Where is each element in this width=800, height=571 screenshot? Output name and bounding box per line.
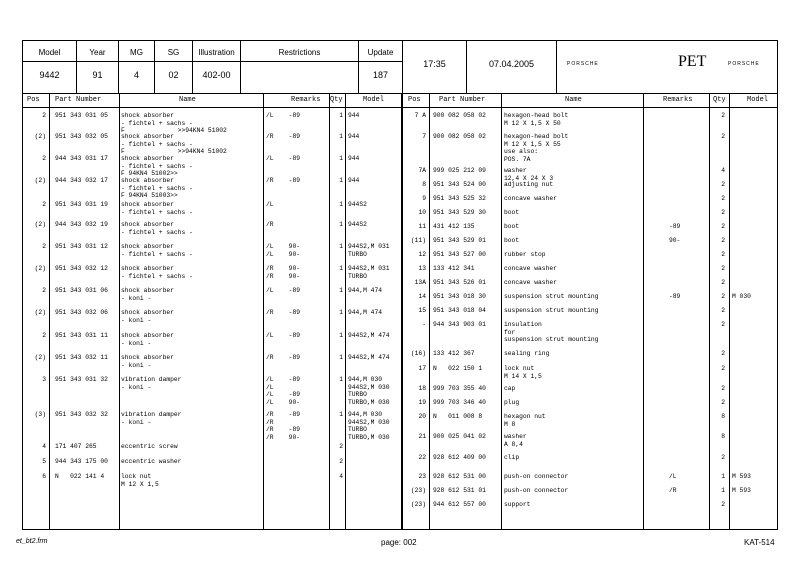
row-model: 944: [348, 177, 360, 184]
row-name: rubber stop: [504, 251, 546, 258]
update-label: Update: [367, 48, 394, 57]
row-part-number: 951 343 031 12: [55, 243, 108, 250]
row-part-number: 951 343 525 32: [433, 195, 486, 202]
row-part-number: 928 612 409 00: [433, 454, 486, 461]
row-pos: 2: [42, 243, 46, 250]
row-pos: (11): [410, 237, 426, 244]
row-name: shock absorber - koni -: [121, 309, 174, 324]
row-remarks: /L -89: [266, 112, 301, 119]
footer-page: page: 002: [381, 538, 417, 547]
row-remarks: /R -89 /R /R -89 /R 90-: [266, 411, 301, 441]
row-qty: 2: [721, 365, 725, 372]
row-pos: -: [422, 321, 426, 328]
row-model: 944,M 030 944S2,M 030 TURBO TURBO,M 030: [348, 411, 390, 441]
row-qty: 2: [721, 385, 725, 392]
row-pos: (23): [410, 501, 426, 508]
col-qty: Qty: [330, 96, 343, 104]
row-model: M 030: [732, 293, 751, 300]
row-pos: 18: [418, 385, 426, 392]
row-qty: 2: [339, 443, 343, 450]
row-remarks: /L -89 /L /L -89 /L 90-: [266, 376, 301, 406]
row-pos: 5: [42, 458, 46, 465]
row-pos: (3): [34, 411, 46, 418]
row-qty: 1: [339, 332, 343, 339]
row-part-number: 951 343 527 00: [433, 251, 486, 258]
row-name: eccentric screw: [121, 443, 178, 450]
row-name: suspension strut mounting: [504, 293, 599, 300]
update-value: 187: [372, 70, 389, 80]
row-pos: (2): [34, 177, 46, 184]
row-pos: 20: [418, 413, 426, 420]
row-name: support: [504, 501, 531, 508]
row-pos: (2): [34, 221, 46, 228]
row-pos: 23: [418, 473, 426, 480]
row-remarks: /R: [266, 221, 274, 228]
update-cell: [359, 41, 403, 93]
row-qty: 8: [721, 413, 725, 420]
row-name: shock absorber - fichtel + sachs - F >>94KN4 51002: [121, 112, 227, 134]
row-part-number: 133 412 341: [433, 265, 475, 272]
row-part-number: 133 412 367: [433, 350, 475, 357]
row-qty: 2: [721, 112, 725, 119]
row-pos: (16): [410, 350, 426, 357]
row-qty: 2: [721, 133, 725, 140]
row-pos: 3: [42, 376, 46, 383]
row-pos: 2: [42, 112, 46, 119]
row-qty: 1: [339, 112, 343, 119]
row-pos: (2): [34, 133, 46, 140]
row-part-number: 951 343 524 00: [433, 181, 486, 188]
row-pos: 10: [418, 209, 426, 216]
row-pos: 15: [418, 307, 426, 314]
row-name: shock absorber - koni -: [121, 287, 174, 302]
row-model: 944: [348, 155, 360, 162]
row-part-number: 928 612 531 01: [433, 487, 486, 494]
illustration-value: 402-00: [202, 70, 231, 80]
row-model: 944: [348, 133, 360, 140]
app-name: PET: [678, 53, 707, 70]
row-model: 944: [348, 112, 360, 119]
row-name: shock absorber - fichtel + sachs -: [121, 265, 193, 280]
row-part-number: 944 343 031 17: [55, 155, 108, 162]
row-qty: 1: [339, 155, 343, 162]
row-part-number: 951 343 031 05: [55, 112, 108, 119]
row-name: concave washer: [504, 195, 557, 202]
row-model: 944S2: [348, 201, 367, 208]
row-qty: 1: [339, 354, 343, 361]
row-qty: 2: [721, 223, 725, 230]
row-name: eccentric washer: [121, 458, 182, 465]
row-qty: 2: [721, 293, 725, 300]
row-part-number: 900 082 058 02: [433, 112, 486, 119]
row-name: adjusting nut: [504, 181, 554, 188]
row-part-number: 951 343 032 05: [55, 133, 108, 140]
row-qty: 1: [339, 309, 343, 316]
row-remarks: 90-: [669, 237, 681, 244]
col-name: Name: [565, 96, 582, 104]
row-qty: 1: [339, 177, 343, 184]
porsche-logo-right: PORSCHE: [728, 61, 760, 67]
row-part-number: 951 343 032 06: [55, 309, 108, 316]
footer-file: et_bt2.frm: [16, 538, 48, 545]
row-part-number: 951 343 031 06: [55, 287, 108, 294]
row-qty: 2: [721, 279, 725, 286]
row-qty: 2: [721, 350, 725, 357]
row-pos: 22: [418, 454, 426, 461]
footer-catalog: KAT-514: [744, 538, 775, 547]
row-name: vibration damper - koni -: [121, 411, 182, 426]
row-qty: 2: [721, 237, 725, 244]
row-part-number: 944 343 175 00: [55, 458, 108, 465]
row-part-number: 951 343 529 30: [433, 209, 486, 216]
row-remarks: /L 90- /L 90-: [266, 243, 301, 258]
row-pos: 19: [418, 399, 426, 406]
row-part-number: 951 343 032 12: [55, 265, 108, 272]
row-remarks: /R -89: [266, 309, 301, 316]
year-cell: [77, 41, 119, 93]
row-name: boot: [504, 209, 520, 216]
row-pos: 9: [422, 195, 426, 202]
table-header: [403, 93, 777, 108]
row-part-number: 951 343 526 01: [433, 279, 486, 286]
row-qty: 1: [339, 221, 343, 228]
restrictions-label: Restrictions: [278, 48, 321, 57]
row-name: washer A 8,4: [504, 433, 527, 448]
row-part-number: 171 407 265: [55, 443, 97, 450]
row-pos: 2: [42, 201, 46, 208]
row-model: 944,M 474: [348, 309, 383, 316]
row-name: clip: [504, 454, 520, 461]
row-model: 944S2,M 031 TURBO: [348, 243, 390, 258]
row-qty: 4: [339, 473, 343, 480]
row-qty: 1: [721, 487, 725, 494]
row-name: push-on connector: [504, 487, 569, 494]
row-qty: 2: [721, 195, 725, 202]
mg-label: MG: [130, 48, 143, 57]
row-name: boot: [504, 237, 520, 244]
col-remarks: Remarks: [291, 96, 321, 104]
row-name: shock absorber - koni -: [121, 332, 174, 347]
row-pos: 13A: [414, 279, 426, 286]
row-pos: 4: [42, 443, 46, 450]
row-pos: 13: [418, 265, 426, 272]
row-name: concave washer: [504, 279, 557, 286]
row-remarks: /R -89: [266, 354, 301, 361]
row-name: boot: [504, 223, 520, 230]
col-qty: Qty: [713, 96, 726, 104]
row-remarks: /R -89: [266, 177, 301, 184]
row-qty: 1: [721, 473, 725, 480]
row-name: suspension strut mounting: [504, 307, 599, 314]
row-pos: 2: [42, 287, 46, 294]
sg-value: 02: [168, 70, 179, 80]
row-part-number: 951 343 529 01: [433, 237, 486, 244]
row-model: 944S2,M 031 TURBO: [348, 265, 390, 280]
row-remarks: /R -89: [266, 133, 301, 140]
row-remarks: /R: [669, 487, 677, 494]
row-name: cap: [504, 385, 516, 392]
row-pos: 6: [42, 473, 46, 480]
row-pos: 8: [422, 181, 426, 188]
row-part-number: N 022 141 4: [55, 473, 105, 480]
row-part-number: 944 343 032 17: [55, 177, 108, 184]
row-part-number: 951 343 031 32: [55, 376, 108, 383]
date-cell: [467, 41, 557, 93]
row-part-number: 951 343 031 19: [55, 201, 108, 208]
year-label: Year: [89, 48, 106, 57]
row-qty: 1: [339, 201, 343, 208]
row-part-number: 951 343 018 04: [433, 307, 486, 314]
year-value: 91: [92, 70, 103, 80]
row-part-number: 944 612 557 00: [433, 501, 486, 508]
row-qty: 1: [339, 243, 343, 250]
row-part-number: 900 082 058 02: [433, 133, 486, 140]
row-qty: 1: [339, 376, 343, 383]
col-part-number: Part Number: [439, 96, 486, 104]
row-part-number: 944 343 032 19: [55, 221, 108, 228]
row-model: 944S2,M 474: [348, 354, 390, 361]
row-qty: 2: [721, 251, 725, 258]
row-remarks: -89: [669, 223, 681, 230]
row-name: lock nut M 12 X 1,5: [121, 473, 159, 488]
row-pos: 2: [42, 332, 46, 339]
row-pos: 2: [42, 155, 46, 162]
row-name: shock absorber - fichtel + sachs - F 94KN4 51003>>: [121, 177, 193, 199]
mg-cell: [119, 41, 155, 93]
row-name: shock absorber - fichtel + sachs - F >>94KN4 51002: [121, 133, 227, 155]
row-remarks: /R 90- /R 90-: [266, 265, 301, 280]
row-name: shock absorber - fichtel + sachs - F 94KN4 51002>>: [121, 155, 193, 177]
row-part-number: 999 703 346 40: [433, 399, 486, 406]
row-name: washer 12,4 X 24 X 3: [504, 167, 554, 182]
col-pos: Pos: [408, 96, 421, 104]
row-qty: 1: [339, 287, 343, 294]
row-pos: 21: [418, 433, 426, 440]
row-model: 944,M 030 944S2,M 030 TURBO TURBO,M 030: [348, 376, 390, 406]
row-remarks: -89: [669, 293, 681, 300]
row-qty: 2: [339, 458, 343, 465]
row-pos: 11: [418, 223, 426, 230]
row-part-number: 951 343 032 32: [55, 411, 108, 418]
row-pos: (2): [34, 265, 46, 272]
row-name: hexagon-head bolt M 12 X 1,5 X 50: [504, 112, 569, 127]
row-part-number: 431 412 135: [433, 223, 475, 230]
row-pos: (2): [34, 309, 46, 316]
row-part-number: 951 343 031 11: [55, 332, 108, 339]
row-pos: 7: [422, 133, 426, 140]
restrictions-cell: [241, 41, 359, 93]
row-qty: 1: [339, 265, 343, 272]
sg-label: SG: [167, 48, 180, 57]
row-part-number: 928 612 531 00: [433, 473, 486, 480]
row-pos: (2): [34, 354, 46, 361]
row-pos: 17: [418, 365, 426, 372]
col-name: Name: [179, 96, 196, 104]
row-pos: (23): [410, 487, 426, 494]
row-qty: 2: [721, 265, 725, 272]
row-remarks: /L -89: [266, 287, 301, 294]
row-part-number: N 022 150 1: [433, 365, 483, 372]
model-value: 9442: [39, 70, 60, 80]
row-name: sealing ring: [504, 350, 550, 357]
row-remarks: /L -89: [266, 332, 301, 339]
row-qty: 1: [339, 411, 343, 418]
row-pos: 7 A: [414, 112, 426, 119]
row-model: M 593: [732, 487, 751, 494]
illustration-label: Illustration: [198, 48, 235, 57]
row-pos: 12: [418, 251, 426, 258]
row-part-number: 999 703 355 40: [433, 385, 486, 392]
time-value: 17:35: [423, 59, 446, 69]
row-name: shock absorber - fichtel + sachs -: [121, 243, 193, 258]
row-part-number: 944 343 903 01: [433, 321, 486, 328]
col-part-number: Part Number: [55, 96, 102, 104]
row-model: 944,M 474: [348, 287, 383, 294]
sg-cell: [155, 41, 193, 93]
row-remarks: /L: [266, 201, 274, 208]
row-pos: 7A: [418, 167, 426, 174]
col-model: Model: [363, 96, 385, 104]
illustration-cell: [193, 41, 241, 93]
row-qty: 2: [721, 399, 725, 406]
row-part-number: 951 343 032 11: [55, 354, 108, 361]
parts-table-right: [403, 93, 777, 529]
model-cell: [23, 41, 77, 93]
row-name: insulation for suspension strut mounting: [504, 321, 599, 343]
row-name: vibration damper - koni -: [121, 376, 182, 391]
row-name: plug: [504, 399, 520, 406]
row-qty: 2: [721, 501, 725, 508]
row-part-number: 900 025 041 02: [433, 433, 486, 440]
row-pos: 14: [418, 293, 426, 300]
row-remarks: /L -89: [266, 155, 301, 162]
row-model: 944S2: [348, 221, 367, 228]
col-remarks: Remarks: [663, 96, 693, 104]
row-qty: 2: [721, 181, 725, 188]
row-part-number: 951 343 018 30: [433, 293, 486, 300]
row-qty: 8: [721, 433, 725, 440]
date-value: 07.04.2005: [488, 59, 535, 69]
row-part-number: 999 025 212 09: [433, 167, 486, 174]
row-name: push-on connector: [504, 473, 569, 480]
row-part-number: N 011 008 8: [433, 413, 483, 420]
row-qty: 1: [339, 133, 343, 140]
row-model: 944S2,M 474: [348, 332, 390, 339]
row-name: concave washer: [504, 265, 557, 272]
porsche-logo-left: PORSCHE: [567, 61, 599, 67]
catalog-page: [22, 40, 778, 530]
row-name: shock absorber - fichtel + sachs -: [121, 201, 193, 216]
time-cell: [403, 41, 467, 93]
model-label: Model: [38, 48, 61, 57]
row-qty: 2: [721, 454, 725, 461]
row-remarks: /L: [669, 473, 677, 480]
row-model: M 593: [732, 473, 751, 480]
row-qty: 4: [721, 167, 725, 174]
row-name: shock absorber - koni -: [121, 354, 174, 369]
col-model: Model: [747, 96, 769, 104]
parts-table-left: [23, 93, 401, 529]
row-name: lock nut M 14 X 1,5: [504, 365, 542, 380]
row-name: hexagon-head bolt M 12 X 1,5 X 55 use also: POS. 7A: [504, 133, 569, 163]
page-header: [23, 41, 777, 94]
row-qty: 2: [721, 209, 725, 216]
row-qty: 2: [721, 321, 725, 328]
row-name: hexagon nut M 8: [504, 413, 546, 428]
mg-value: 4: [133, 70, 139, 80]
row-name: shock absorber - fichtel + sachs -: [121, 221, 193, 236]
col-pos: Pos: [27, 96, 40, 104]
row-qty: 2: [721, 307, 725, 314]
